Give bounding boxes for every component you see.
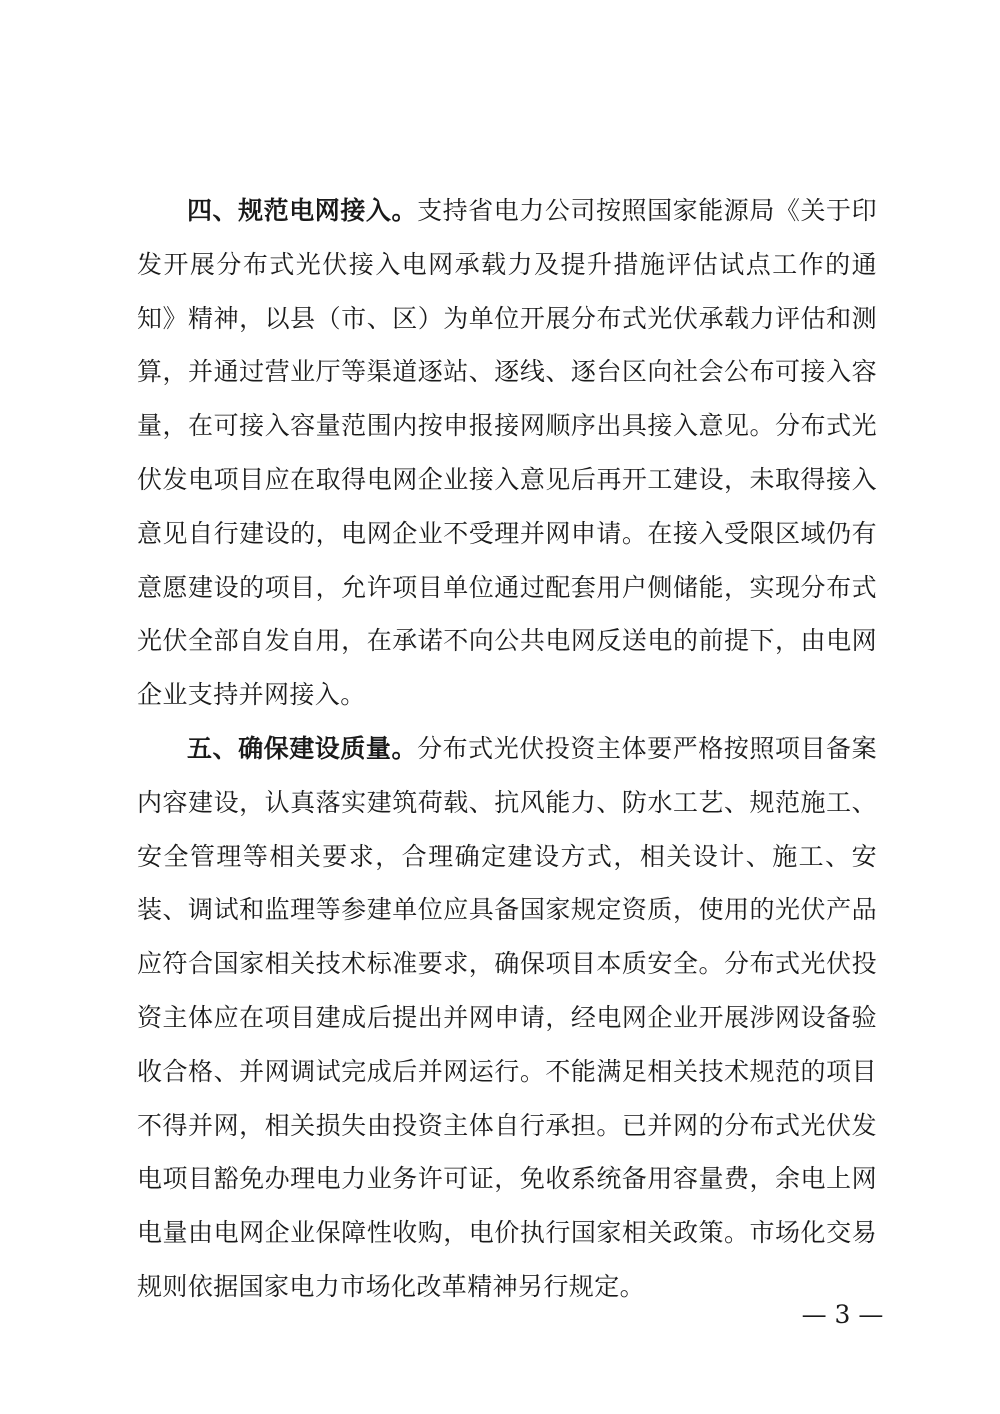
page-number: — 3 —	[801, 1300, 884, 1329]
section-heading: 四、规范电网接入。	[187, 196, 418, 225]
section-body-text: 分布式光伏投资主体要严格按照项目备案内容建设，认真落实建筑荷载、抗风能力、防水工艺、规范施工、安全管理等相关要求，合理确定建设方式，相关设计、施工、安装、调试和监理等参建单位应具备国家规定资质，使用的光伏产品应符合国家相关技术标准要求，确保项目本质安全。分布式光伏投资主体应在项目建成后提出并网申请，经电网企业开展涉网设备验收合格、并网调试完成后并网运行。不能满足相关技术规范的项目不得并网，相关损失由投资主体自行承担。已并网的分布式光伏发电项目豁免办理电力业务许可证，免收系统备用容量费，余电上网电量由电网企业保障性收购，电价执行国家相关政策。市场化交易规则依据国家电力市场化改革精神另行规定。	[137, 733, 878, 1301]
section-grid-access	[137, 184, 877, 722]
document-body	[137, 184, 877, 1314]
section-body-text: 支持省电力公司按照国家能源局《关于印发开展分布式光伏接入电网承载力及提升措施评估试点工作的通知》精神，以县（市、区）为单位开展分布式光伏承载力评估和测算，并通过营业厅等渠道逐站、逐线、逐台区向社会公布可接入容量，在可接入容量范围内按申报接网顺序出具接入意见。分布式光伏发电项目应在取得电网企业接入意见后再开工建设，未取得接入意见自行建设的，电网企业不受理并网申请。在接入受限区域仍有意愿建设的项目，允许项目单位通过配套用户侧储能，实现分布式光伏全部自发自用，在承诺不向公共电网反送电的前提下，由电网企业支持并网接入。	[137, 196, 878, 710]
section-heading: 五、确保建设质量。	[187, 733, 418, 763]
section-construction-quality	[137, 722, 877, 1314]
